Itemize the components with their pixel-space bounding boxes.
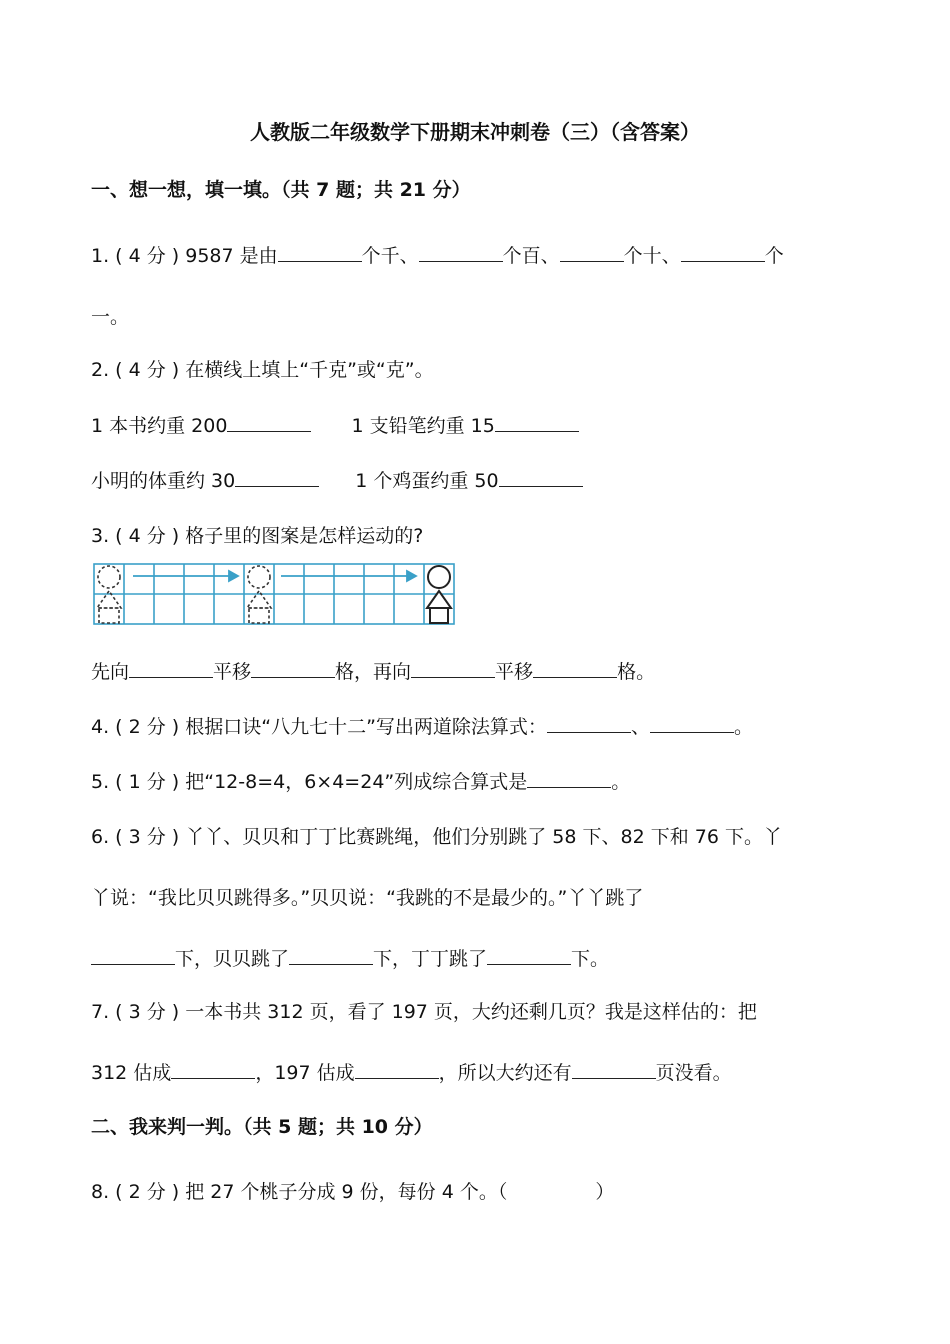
q6-text-a: 下，贝贝跳了 (175, 948, 290, 970)
q1-text-d: 个十、 (623, 245, 681, 267)
translation-grid-figure (93, 563, 457, 631)
question-6-line-2: 丫说：“我比贝贝跳得多。”贝贝说：“我跳的不是最少的。”丫丫跳了 (91, 887, 644, 909)
q2-blank-1[interactable] (227, 413, 311, 432)
q4-blank-2[interactable] (650, 714, 734, 733)
q1-blank-2[interactable] (419, 243, 503, 262)
q8-text-a: 8. ( 2 分 ) 把 27 个桃子分成 9 份，每份 4 个。（ (91, 1181, 508, 1203)
q3-blank-4[interactable] (533, 659, 617, 678)
section-2-heading: 二、我来判一判。（共 5 题；共 10 分） (91, 1116, 433, 1138)
q8-text-b: ） (595, 1181, 615, 1203)
q3-text-d: 平移 (495, 661, 534, 683)
q2-blank-4[interactable] (499, 468, 583, 487)
question-1 (91, 243, 784, 268)
q7-blank-1[interactable] (171, 1060, 255, 1079)
q6-text-c: 下。 (571, 948, 610, 970)
question-7-line-1: 7. ( 3 分 ) 一本书共 312 页，看了 197 页，大约还剩几页？我是这样估的：把 (91, 1001, 757, 1023)
q1-blank-3[interactable] (560, 243, 624, 262)
q1-text-b: 个千、 (361, 245, 419, 267)
question-3-stem: 3. ( 4 分 ) 格子里的图案是怎样运动的? (91, 525, 424, 547)
question-6-line-3 (91, 946, 609, 971)
q2-item-pencil: 1 支铅笔约重 15 (351, 415, 495, 437)
q1-text-e: 个 (764, 245, 784, 267)
q4-blank-1[interactable] (547, 714, 631, 733)
grid-svg (93, 563, 457, 627)
q6-blank-3[interactable] (487, 946, 571, 965)
section-1-heading: 一、想一想，填一填。（共 7 题；共 21 分） (91, 179, 471, 201)
page-title: 人教版二年级数学下册期末冲刺卷（三）（含答案） (250, 120, 700, 144)
q1-text-c: 个百、 (502, 245, 560, 267)
q2-item-weight: 小明的体重约 30 (91, 470, 236, 492)
q3-text-b: 平移 (213, 661, 252, 683)
q6-text-b: 下，丁丁跳了 (373, 948, 488, 970)
q2-row-2 (91, 468, 583, 493)
q5-text-a: 5. ( 1 分 ) 把“12-8=4，6×4=24”列成综合算式是 (91, 771, 528, 793)
q7-blank-2[interactable] (355, 1060, 439, 1079)
q7-text-b: ，197 估成 (255, 1062, 355, 1084)
q3-answer-line (91, 659, 655, 684)
q2-blank-2[interactable] (495, 413, 579, 432)
q7-text-d: 页没看。 (655, 1062, 732, 1084)
grid-lines (94, 564, 454, 624)
q2-item-egg: 1 个鸡蛋约重 50 (355, 470, 499, 492)
q3-blank-2[interactable] (251, 659, 335, 678)
q3-blank-3[interactable] (411, 659, 495, 678)
q5-blank-1[interactable] (527, 769, 611, 788)
question-6-line-1: 6. ( 3 分 ) 丫丫、贝贝和丁丁比赛跳绳，他们分别跳了 58 下、82 下和 76 下。丫 (91, 826, 782, 848)
q4-text-a: 4. ( 2 分 ) 根据口诀“八九七十二”写出两道除法算式： (91, 716, 547, 738)
q5-text-b: 。 (611, 771, 631, 793)
q1-blank-1[interactable] (278, 243, 362, 262)
q3-text-a: 先向 (91, 661, 130, 683)
question-7-line-2 (91, 1060, 732, 1085)
q4-text-b: 、 (630, 716, 650, 738)
q4-text-c: 。 (733, 716, 753, 738)
q3-blank-1[interactable] (129, 659, 213, 678)
question-5 (91, 769, 630, 794)
q3-text-c: 格，再向 (335, 661, 412, 683)
q1-continuation: 一。 (91, 306, 130, 328)
q6-blank-2[interactable] (289, 946, 373, 965)
q2-item-book: 1 本书约重 200 (91, 415, 228, 437)
q1-blank-4[interactable] (681, 243, 765, 262)
q7-text-c: ，所以大约还有 (438, 1062, 572, 1084)
q7-blank-3[interactable] (572, 1060, 656, 1079)
question-2-stem: 2. ( 4 分 ) 在横线上填上“千克”或“克”。 (91, 359, 434, 381)
q2-row-1 (91, 413, 579, 438)
q7-text-a: 312 估成 (91, 1062, 172, 1084)
q2-blank-3[interactable] (235, 468, 319, 487)
q3-text-e: 格。 (617, 661, 656, 683)
q6-blank-1[interactable] (91, 946, 175, 965)
q1-text-a: 1. ( 4 分 ) 9587 是由 (91, 245, 278, 267)
question-8 (91, 1180, 614, 1204)
question-4 (91, 714, 753, 739)
